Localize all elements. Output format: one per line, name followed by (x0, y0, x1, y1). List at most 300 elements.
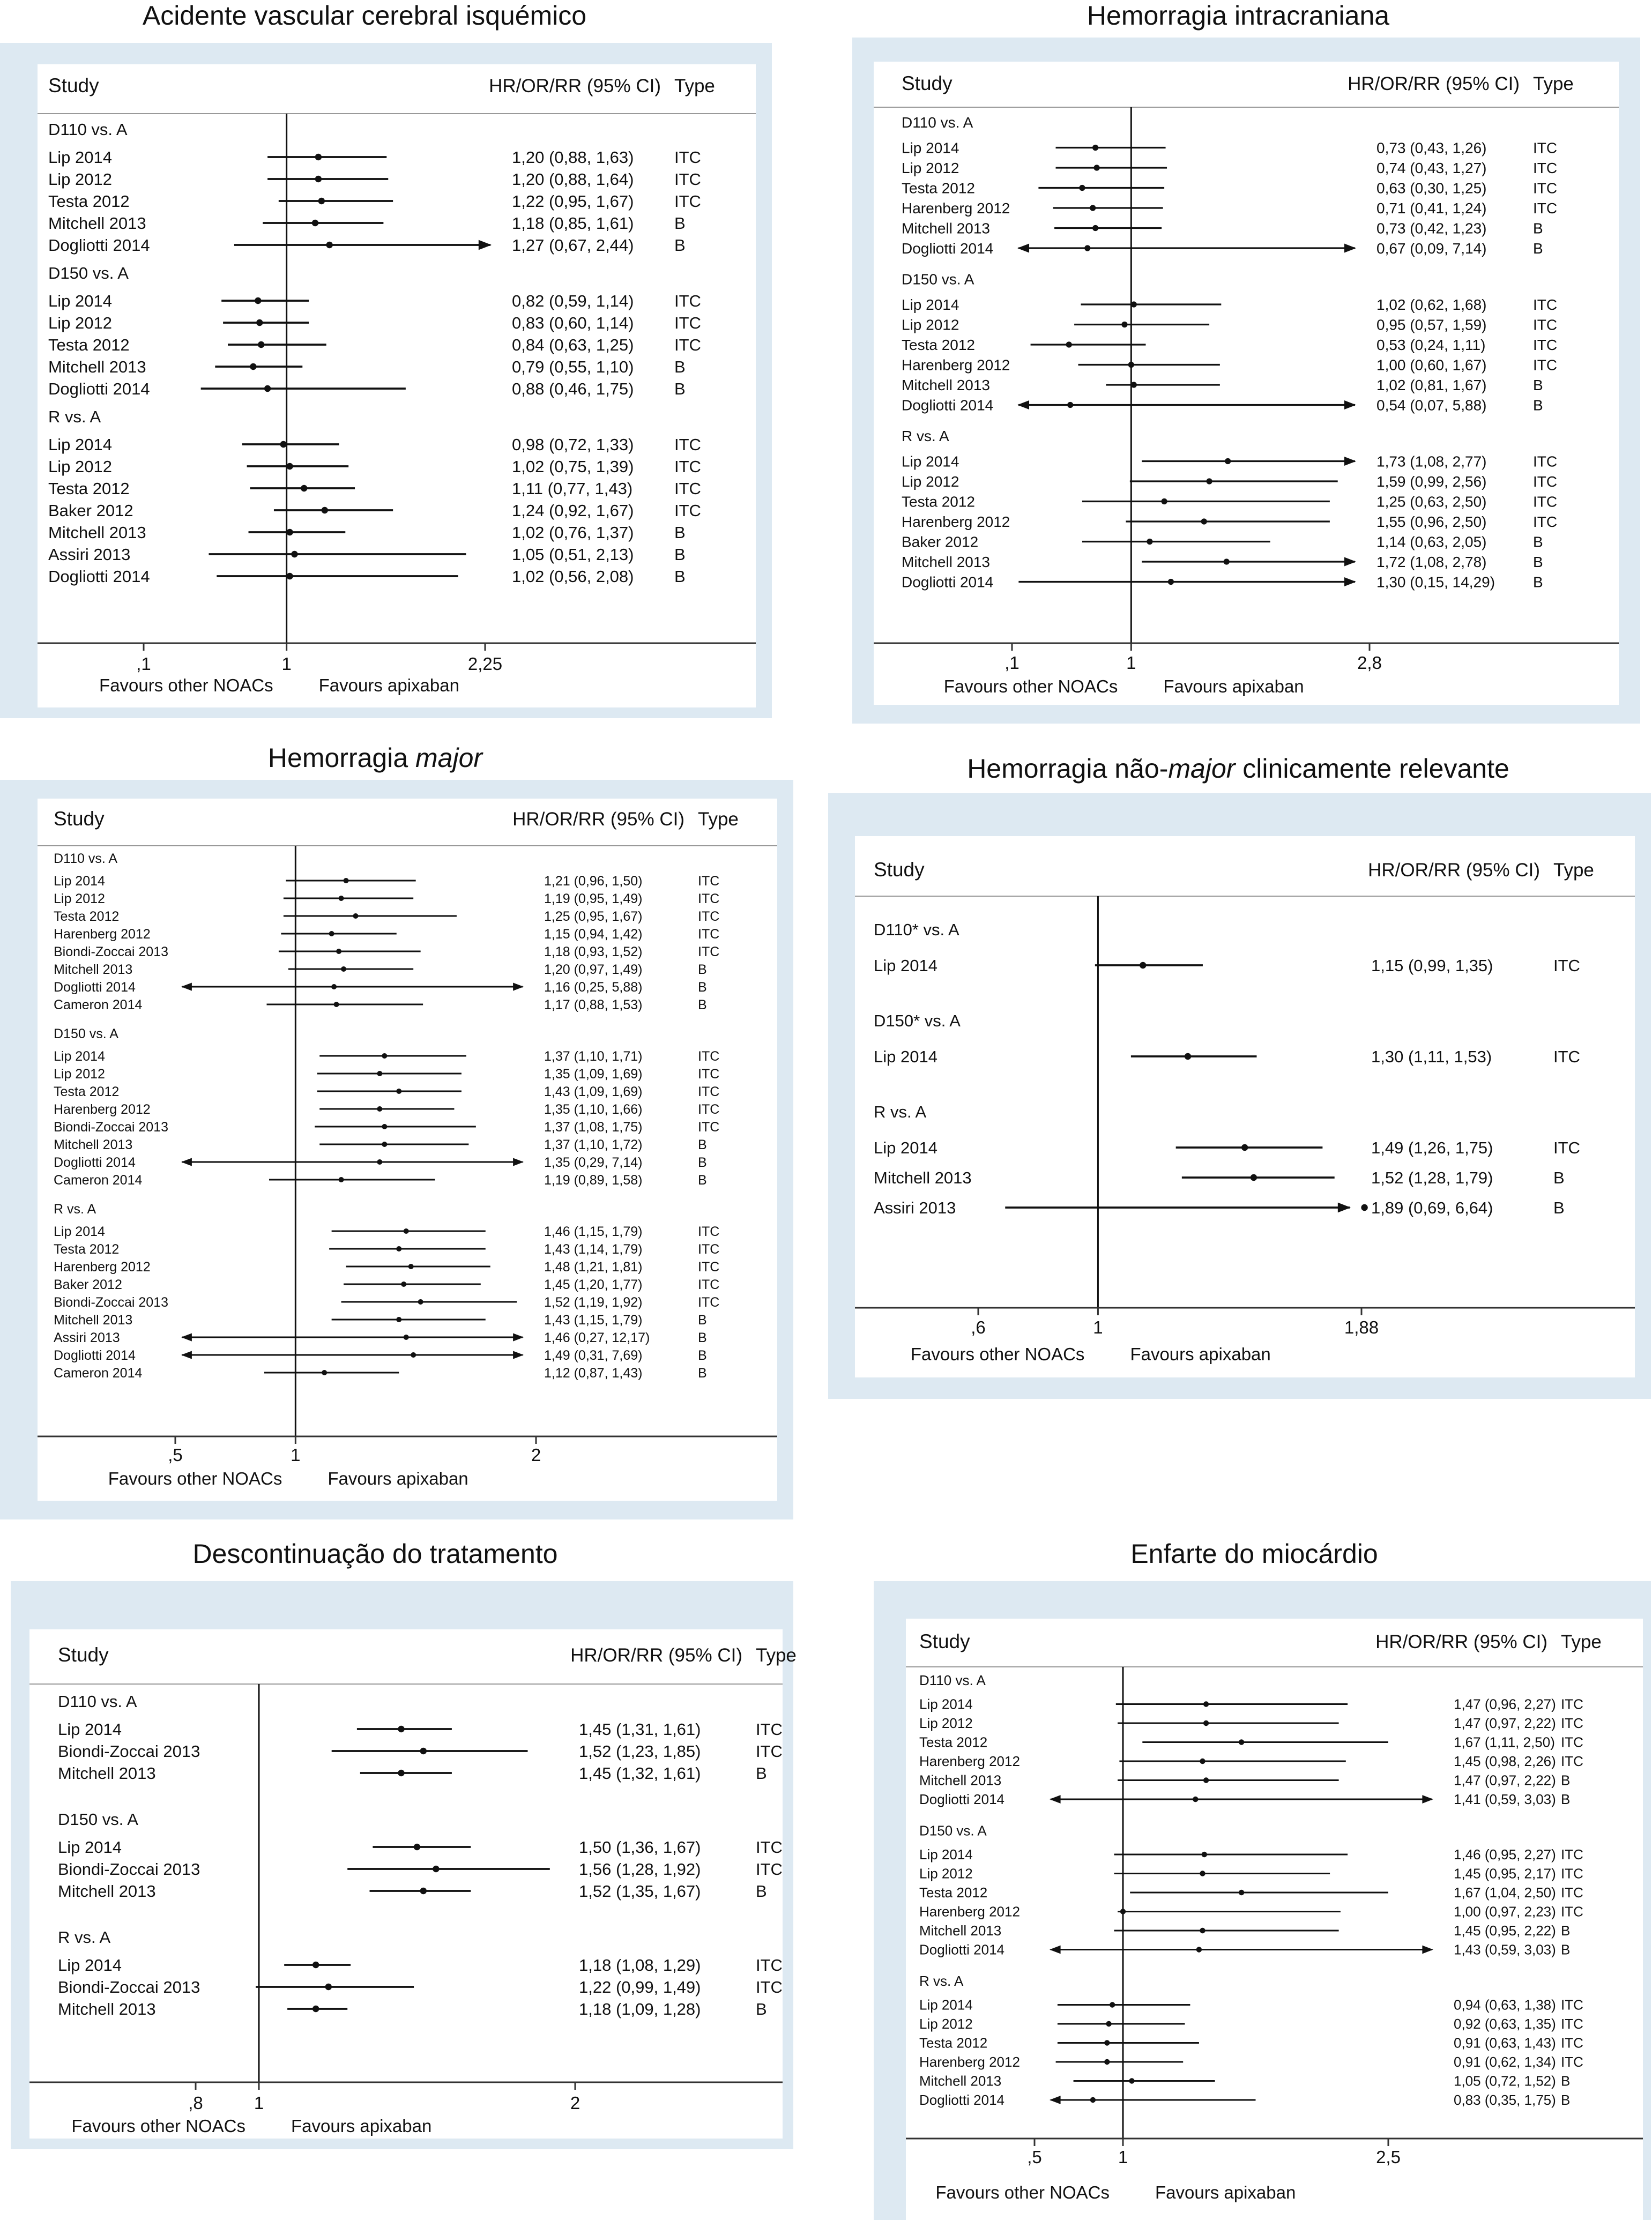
study-label: Mitchell 2013 (54, 1137, 133, 1152)
estimate-text: 1,18 (0,93, 1,52) (544, 944, 643, 959)
ci-arrow-right (513, 982, 524, 990)
type-text: B (1561, 2073, 1571, 2089)
study-label: Dogliotti 2014 (48, 235, 150, 255)
estimate-text: 1,43 (1,15, 1,79) (544, 1312, 643, 1328)
ci-arrow-left (181, 1333, 192, 1341)
x-tick-label: 1 (1118, 2147, 1128, 2167)
study-label: Dogliotti 2014 (54, 1347, 136, 1363)
study-label: Mitchell 2013 (48, 213, 146, 233)
point-estimate (331, 984, 337, 989)
study-label: Dogliotti 2014 (919, 1791, 1004, 1808)
study-label: Baker 2012 (48, 501, 133, 520)
point-estimate (1201, 518, 1207, 524)
type-text: ITC (698, 944, 720, 959)
x-tick-label: 1 (1126, 653, 1136, 673)
estimate-text: 1,45 (1,32, 1,61) (579, 1763, 701, 1783)
study-label: Assiri 2013 (54, 1330, 120, 1345)
header-estimate: HR/OR/RR (95% CI) (1348, 73, 1520, 94)
point-estimate (1241, 1144, 1248, 1151)
study-label: Lip 2014 (48, 147, 112, 167)
study-label: Assiri 2013 (874, 1198, 956, 1217)
type-text: B (756, 1881, 767, 1901)
point-estimate (1104, 2040, 1110, 2045)
study-label: Testa 2012 (48, 191, 130, 211)
study-label: Lip 2014 (58, 1719, 122, 1739)
point-estimate (291, 551, 297, 557)
point-estimate (1200, 1871, 1205, 1876)
study-label: Mitchell 2013 (902, 553, 990, 570)
title-part-2: major (1168, 754, 1236, 784)
study-label: Mitchell 2013 (54, 962, 133, 977)
point-estimate (286, 529, 293, 535)
type-text: B (1561, 1941, 1571, 1958)
study-label: Lip 2012 (919, 1715, 973, 1732)
study-label: Mitchell 2013 (902, 220, 990, 237)
estimate-text: 1,52 (1,23, 1,85) (579, 1741, 701, 1761)
x-tick-label: ,5 (1027, 2147, 1042, 2167)
estimate-text: 1,12 (0,87, 1,43) (544, 1365, 643, 1381)
group-label: D110* vs. A (874, 920, 959, 939)
type-text: ITC (698, 926, 720, 942)
x-tick-label: 1 (254, 2093, 264, 2113)
ci-arrow-right (1344, 244, 1356, 253)
point-estimate (1203, 1720, 1209, 1726)
ci-arrow-left (1050, 1795, 1061, 1804)
point-estimate (315, 176, 322, 182)
study-label: Lip 2012 (902, 316, 959, 333)
estimate-text: 1,25 (0,95, 1,67) (544, 908, 643, 924)
estimate-text: 1,45 (1,20, 1,77) (544, 1277, 643, 1292)
type-text: B (698, 1172, 707, 1188)
type-text: B (698, 1330, 707, 1345)
study-label: Harenberg 2012 (902, 199, 1010, 217)
type-text: ITC (1561, 1996, 1583, 2013)
study-label: Cameron 2014 (54, 997, 143, 1012)
study-label: Biondi-Zoccai 2013 (54, 944, 169, 959)
panel-title-myocardial-infarction: Enfarte do miocárdio (1130, 1539, 1378, 1569)
header-study: Study (58, 1644, 109, 1666)
point-estimate (339, 1177, 344, 1182)
header-study: Study (919, 1630, 970, 1652)
type-text: ITC (1561, 2016, 1583, 2032)
ci-arrow-left (181, 982, 192, 990)
type-text: B (698, 1312, 707, 1328)
type-text: B (756, 1763, 767, 1783)
estimate-text: 0,79 (0,55, 1,10) (512, 357, 634, 376)
estimate-text: 1,41 (0,59, 3,03) (1454, 1791, 1556, 1808)
group-label: D110 vs. A (919, 1672, 986, 1688)
estimate-text: 1,00 (0,97, 2,23) (1454, 1903, 1556, 1920)
estimate-text: 1,50 (1,36, 1,67) (579, 1837, 701, 1857)
type-text: ITC (698, 891, 720, 906)
estimate-text: 0,88 (0,46, 1,75) (512, 379, 634, 398)
group-label: R vs. A (58, 1928, 111, 1947)
estimate-text: 1,47 (0,97, 2,22) (1454, 1772, 1556, 1789)
point-estimate (1092, 145, 1098, 151)
point-estimate (1147, 539, 1152, 545)
point-estimate (1202, 1852, 1207, 1857)
type-text: ITC (698, 1241, 720, 1257)
type-text: ITC (698, 1277, 720, 1292)
study-label: Dogliotti 2014 (902, 397, 994, 414)
type-text: B (674, 379, 686, 398)
type-text: B (674, 357, 686, 376)
title-part-1: Hemorragia não- (967, 754, 1169, 784)
type-text: B (674, 567, 686, 586)
study-label: Lip 2014 (54, 1224, 105, 1239)
point-estimate (329, 931, 334, 936)
point-estimate (398, 1770, 404, 1776)
type-text: ITC (1533, 336, 1558, 353)
estimate-text: 0,63 (0,30, 1,25) (1376, 180, 1487, 197)
x-tick-label: ,6 (971, 1317, 986, 1337)
point-estimate (1090, 2097, 1096, 2103)
study-label: Lip 2012 (54, 891, 105, 906)
favours-right-label: Favours apixaban (291, 2116, 432, 2136)
type-text: ITC (674, 191, 701, 211)
type-text: ITC (1533, 159, 1558, 176)
point-estimate (414, 1844, 420, 1850)
favours-left-label: Favours other NOACs (108, 1469, 282, 1488)
type-text: ITC (1533, 180, 1558, 197)
study-label: Mitchell 2013 (902, 376, 990, 393)
header-type: Type (1561, 1632, 1602, 1652)
point-estimate (258, 341, 264, 348)
point-estimate (396, 1317, 401, 1322)
estimate-text: 1,22 (0,99, 1,49) (579, 1977, 701, 1996)
ci-arrow-right (1422, 1946, 1433, 1954)
type-text: B (1533, 573, 1543, 591)
study-label: Baker 2012 (902, 533, 979, 550)
group-label: D150 vs. A (919, 1822, 987, 1839)
panel-title-intracranial-hemorrhage: Hemorragia intracraniana (1087, 1, 1390, 31)
point-estimate (1161, 498, 1167, 504)
x-tick-label: 1,88 (1344, 1317, 1379, 1337)
study-label: Dogliotti 2014 (48, 379, 150, 398)
header-estimate: HR/OR/RR (95% CI) (570, 1645, 742, 1666)
ci-arrow-left (1017, 400, 1029, 409)
estimate-text: 1,22 (0,95, 1,67) (512, 191, 634, 211)
study-label: Mitchell 2013 (58, 1999, 156, 2018)
type-text: B (1533, 240, 1543, 257)
panel-title-ischemic-stroke: Acidente vascular cerebral isquémico (142, 1, 587, 31)
ci-arrow-right (513, 1333, 524, 1341)
study-label: Dogliotti 2014 (919, 1941, 1004, 1958)
estimate-text: 1,45 (1,31, 1,61) (579, 1719, 701, 1739)
study-label: Biondi-Zoccai 2013 (54, 1294, 169, 1310)
point-estimate (325, 1984, 332, 1990)
type-text: B (756, 1999, 767, 2018)
type-text: B (1553, 1168, 1565, 1187)
x-tick-label: ,8 (188, 2093, 203, 2113)
type-text: ITC (1561, 1753, 1583, 1770)
favours-right-label: Favours apixaban (318, 675, 459, 695)
type-text: B (1561, 1791, 1571, 1808)
estimate-text: 0,95 (0,57, 1,59) (1376, 316, 1487, 333)
type-text: ITC (1553, 1047, 1580, 1066)
ci-arrow-left (181, 1351, 192, 1359)
type-text: ITC (674, 479, 701, 498)
estimate-text: 1,56 (1,28, 1,92) (579, 1859, 701, 1879)
point-estimate (396, 1089, 401, 1094)
study-label: Testa 2012 (902, 336, 975, 353)
estimate-text: 0,98 (0,72, 1,33) (512, 435, 634, 454)
point-estimate (256, 319, 263, 326)
estimate-text: 1,19 (0,89, 1,58) (544, 1172, 643, 1188)
ci-arrow-left (1050, 1946, 1061, 1954)
header-estimate: HR/OR/RR (95% CI) (1368, 860, 1540, 881)
type-text: ITC (1561, 1903, 1583, 1920)
favours-left-label: Favours other NOACs (99, 675, 273, 695)
estimate-text: 1,45 (0,95, 2,22) (1454, 1923, 1556, 1939)
study-label: Harenberg 2012 (54, 1259, 151, 1275)
estimate-text: 1,11 (0,77, 1,43) (512, 479, 633, 498)
type-text: ITC (674, 147, 701, 167)
study-label: Lip 2014 (902, 453, 959, 470)
type-text: ITC (698, 1101, 720, 1117)
study-label: Harenberg 2012 (902, 513, 1010, 530)
estimate-text: 1,48 (1,21, 1,81) (544, 1259, 643, 1275)
header-study: Study (48, 75, 99, 96)
estimate-text: 0,67 (0,09, 7,14) (1376, 240, 1487, 257)
study-label: Dogliotti 2014 (902, 240, 994, 257)
study-label: Mitchell 2013 (48, 523, 146, 542)
estimate-text: 1,00 (0,60, 1,67) (1376, 356, 1487, 374)
type-text: B (698, 1365, 707, 1381)
estimate-text: 1,47 (0,96, 2,27) (1454, 1696, 1556, 1712)
estimate-text: 1,16 (0,25, 5,88) (544, 979, 643, 995)
study-label: Cameron 2014 (54, 1365, 143, 1381)
type-text: B (698, 997, 707, 1012)
group-label: D110 vs. A (58, 1692, 137, 1711)
point-estimate (322, 507, 328, 513)
type-text: ITC (1533, 453, 1558, 470)
study-label: Harenberg 2012 (54, 926, 151, 942)
favours-right-label: Favours apixaban (328, 1469, 468, 1488)
group-label: D150* vs. A (874, 1011, 961, 1030)
estimate-text: 1,15 (0,94, 1,42) (544, 926, 643, 942)
title-part-2: major (415, 743, 483, 773)
type-text: ITC (756, 1719, 783, 1739)
study-label: Dogliotti 2014 (902, 573, 994, 591)
study-label: Lip 2012 (48, 313, 112, 332)
point-estimate (1129, 2078, 1134, 2083)
estimate-text: 1,27 (0,67, 2,44) (512, 235, 634, 255)
type-text: ITC (756, 1977, 783, 1996)
study-label: Lip 2012 (919, 2016, 973, 2032)
ci-arrow-right (1344, 577, 1356, 586)
x-tick-label: 2 (570, 2093, 581, 2113)
type-text: ITC (1553, 956, 1580, 975)
estimate-text: 1,35 (0,29, 7,14) (544, 1154, 643, 1170)
x-tick-label: 1 (291, 1445, 301, 1465)
study-label: Lip 2014 (902, 296, 959, 313)
type-text: ITC (1553, 1138, 1580, 1157)
point-estimate (377, 1106, 382, 1112)
type-text: ITC (1533, 493, 1558, 510)
ci-arrow-right (479, 240, 492, 250)
type-text: ITC (1533, 356, 1558, 374)
study-label: Mitchell 2013 (919, 1923, 1002, 1939)
study-label: Assiri 2013 (48, 545, 131, 564)
study-label: Dogliotti 2014 (54, 979, 136, 995)
estimate-text: 0,84 (0,63, 1,25) (512, 335, 634, 354)
point-estimate (1121, 322, 1127, 327)
point-estimate (344, 878, 349, 883)
group-label: D150 vs. A (902, 271, 974, 288)
point-estimate (315, 154, 322, 160)
estimate-text: 0,74 (0,43, 1,27) (1376, 159, 1487, 176)
header-type: Type (756, 1645, 797, 1666)
estimate-text: 1,37 (1,10, 1,72) (544, 1137, 643, 1152)
point-estimate (280, 441, 287, 448)
point-estimate (396, 1246, 401, 1251)
point-estimate (286, 573, 293, 579)
point-estimate (1092, 225, 1098, 231)
estimate-text: 1,14 (0,63, 2,05) (1376, 533, 1487, 550)
study-label: Baker 2012 (54, 1277, 122, 1292)
point-estimate (1084, 245, 1090, 251)
estimate-text: 1,45 (0,98, 2,26) (1454, 1753, 1556, 1770)
type-text: ITC (1561, 2035, 1583, 2051)
point-estimate (1110, 2002, 1115, 2007)
estimate-text: 1,47 (0,97, 2,22) (1454, 1715, 1556, 1732)
group-label: D150 vs. A (48, 264, 129, 282)
type-text: ITC (674, 501, 701, 520)
type-text: ITC (698, 1224, 720, 1239)
study-label: Harenberg 2012 (54, 1101, 151, 1117)
study-label: Lip 2014 (874, 1047, 937, 1066)
panel-title-discontinuation: Descontinuação do tratamento (192, 1539, 558, 1569)
x-tick-label: 1 (281, 654, 292, 674)
type-text: ITC (756, 1955, 783, 1975)
type-text: ITC (698, 1048, 720, 1064)
study-label: Harenberg 2012 (919, 1903, 1020, 1920)
estimate-text: 1,20 (0,97, 1,49) (544, 962, 643, 977)
ci-arrow-left (181, 1158, 192, 1166)
point-estimate (255, 297, 261, 304)
point-estimate (420, 1748, 427, 1754)
study-label: Lip 2012 (902, 473, 959, 490)
study-label: Biondi-Zoccai 2013 (58, 1741, 200, 1761)
point-estimate (264, 385, 271, 392)
point-estimate (318, 198, 325, 204)
type-text: ITC (1561, 1715, 1583, 1732)
ci-arrow-right (1422, 1795, 1433, 1804)
x-tick-label: 2,25 (467, 654, 503, 674)
point-estimate (1200, 1759, 1205, 1764)
title-part-3: clinicamente relevante (1235, 754, 1509, 784)
favours-left-label: Favours other NOACs (935, 2182, 1110, 2202)
study-label: Testa 2012 (48, 335, 130, 354)
type-text: ITC (1533, 296, 1558, 313)
point-estimate (1251, 1174, 1257, 1181)
point-estimate (408, 1264, 414, 1269)
point-estimate (382, 1142, 387, 1147)
favours-left-label: Favours other NOACs (910, 1344, 1085, 1364)
study-label: Testa 2012 (54, 1241, 120, 1257)
type-text: ITC (756, 1741, 783, 1761)
point-estimate (1066, 341, 1072, 347)
type-text: B (698, 979, 707, 995)
estimate-text: 0,94 (0,63, 1,38) (1454, 1996, 1556, 2013)
ci-arrow-left (1050, 2096, 1061, 2104)
type-text: ITC (674, 169, 701, 189)
point-estimate (377, 1159, 382, 1165)
estimate-text: 1,55 (0,96, 2,50) (1376, 513, 1487, 530)
study-label: Lip 2012 (902, 159, 959, 176)
study-label: Lip 2014 (902, 139, 959, 157)
x-tick-label: 2,8 (1357, 653, 1382, 673)
group-label: D110 vs. A (48, 120, 128, 139)
estimate-text: 0,71 (0,41, 1,24) (1376, 199, 1487, 217)
estimate-text: 1,21 (0,96, 1,50) (544, 873, 643, 889)
type-text: ITC (698, 1119, 720, 1135)
study-label: Lip 2014 (919, 1696, 973, 1712)
point-estimate (382, 1053, 387, 1059)
point-estimate (377, 1071, 382, 1076)
estimate-text: 1,15 (0,99, 1,35) (1371, 956, 1493, 975)
estimate-text: 1,72 (1,08, 2,78) (1376, 553, 1487, 570)
favours-right-label: Favours apixaban (1130, 1344, 1271, 1364)
type-text: B (1533, 220, 1543, 237)
point-estimate (1203, 1777, 1209, 1783)
type-text: B (674, 523, 686, 542)
study-label: Lip 2012 (919, 1865, 973, 1882)
type-text: B (674, 213, 686, 233)
estimate-text: 1,43 (1,09, 1,69) (544, 1084, 643, 1099)
ci-arrow-right (1344, 457, 1356, 466)
estimate-text: 1,52 (1,19, 1,92) (544, 1294, 643, 1310)
estimate-text: 1,37 (1,10, 1,71) (544, 1048, 643, 1064)
estimate-text: 1,49 (1,26, 1,75) (1371, 1138, 1493, 1157)
type-text: ITC (674, 435, 701, 454)
estimate-text: 1,30 (0,15, 14,29) (1376, 573, 1495, 591)
estimate-text: 1,89 (0,69, 6,64) (1371, 1198, 1493, 1217)
type-text: ITC (1533, 473, 1558, 490)
point-estimate (286, 463, 293, 470)
point-estimate (1140, 962, 1146, 969)
study-label: Lip 2014 (48, 291, 112, 310)
point-estimate (1079, 185, 1085, 191)
ci-arrow-right (513, 1158, 524, 1166)
study-label: Dogliotti 2014 (48, 567, 150, 586)
type-text: B (698, 1347, 707, 1363)
type-text: ITC (1561, 1884, 1583, 1901)
type-text: ITC (698, 1066, 720, 1082)
type-text: ITC (1561, 2054, 1583, 2070)
study-label: Lip 2014 (58, 1837, 122, 1857)
estimate-text: 1,02 (0,81, 1,67) (1376, 376, 1487, 393)
estimate-text: 1,18 (0,85, 1,61) (512, 213, 634, 233)
point-estimate (398, 1726, 404, 1732)
point-estimate (1090, 205, 1096, 211)
type-text: B (1533, 376, 1543, 393)
estimate-text: 1,67 (1,04, 2,50) (1454, 1884, 1556, 1901)
type-text: ITC (698, 1259, 720, 1275)
favours-right-label: Favours apixaban (1155, 2182, 1296, 2202)
group-label: R vs. A (874, 1102, 927, 1121)
study-label: Mitchell 2013 (54, 1312, 133, 1328)
estimate-text: 1,02 (0,56, 2,08) (512, 567, 634, 586)
header-study: Study (874, 859, 925, 881)
point-estimate (1206, 478, 1212, 484)
point-estimate (433, 1866, 439, 1872)
type-text: B (1561, 1923, 1571, 1939)
point-estimate (1106, 2021, 1111, 2027)
point-estimate (1225, 458, 1231, 464)
estimate-text: 0,73 (0,43, 1,26) (1376, 139, 1487, 157)
